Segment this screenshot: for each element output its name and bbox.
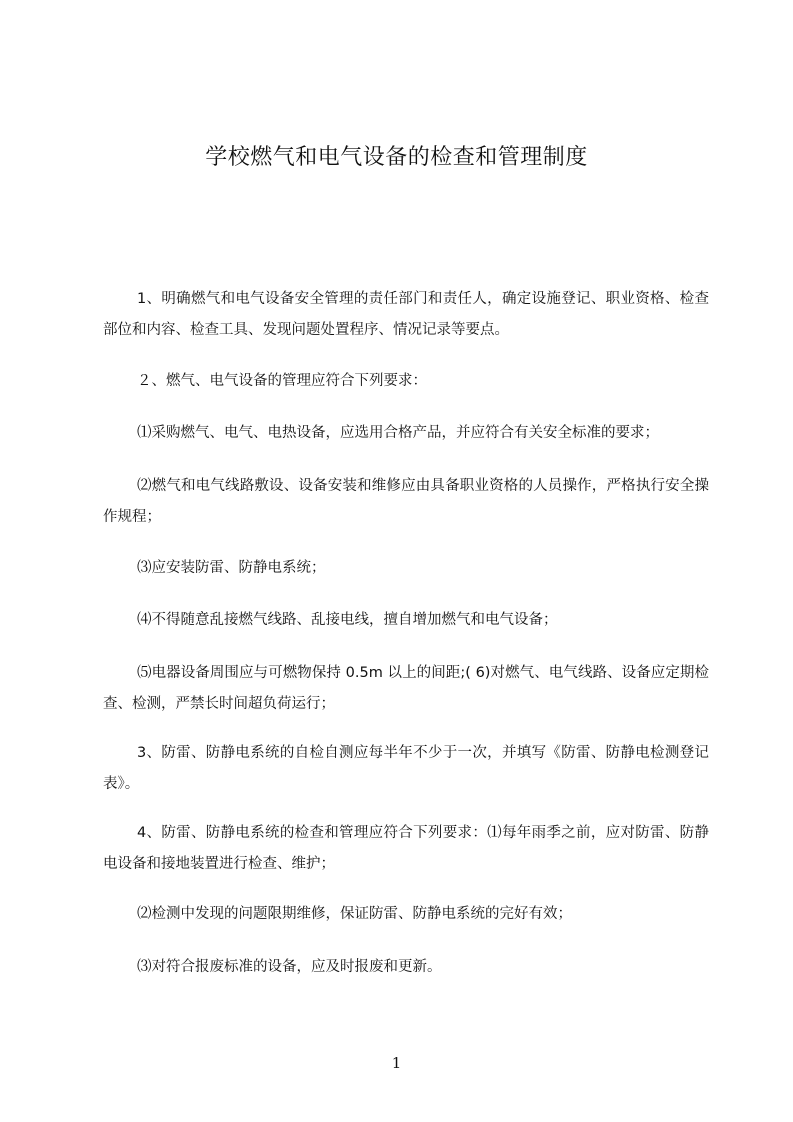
paragraph-4-item-2: ⑵检测中发现的问题限期维修，保证防雷、防静电系统的完好有效； bbox=[137, 906, 572, 922]
paragraph-2: ２、燃气、电气设备的管理应符合下列要求： bbox=[137, 373, 427, 389]
paragraph-1: 1、明确燃气和电气设备安全管理的责任部门和责任人，确定设施登记、职业资格、检查部位和内容、检查工具、发现问题处置程序、情况记录等要点。 bbox=[103, 291, 709, 338]
paragraph-4-item-3: ⑶对符合报废标准的设备，应及时报废和更新。 bbox=[137, 959, 442, 975]
document-title: 学校燃气和电气设备的检查和管理制度 bbox=[205, 145, 588, 170]
page-number: 1 bbox=[391, 1054, 402, 1072]
paragraph-3: 3、防雷、防静电系统的自检自测应每半年不少于一次，并填写《防雷、防静电检测登记表》。 bbox=[103, 745, 709, 792]
paragraph-2-item-3: ⑶应安装防雷、防静电系统； bbox=[137, 560, 326, 576]
paragraph-2-item-4: ⑷不得随意乱接燃气线路、乱接电线，擅自增加燃气和电气设备； bbox=[137, 612, 558, 628]
paragraph-2-item-1: ⑴采购燃气、电气、电热设备，应选用合格产品，并应符合有关安全标准的要求； bbox=[137, 425, 659, 441]
paragraph-4: 4、防雷、防静电系统的检查和管理应符合下列要求：⑴每年雨季之前，应对防雷、防静电设备和接地装置进行检查、维护； bbox=[103, 825, 709, 872]
paragraph-2-item-5: ⑸电器设备周围应与可燃物保持 0.5m 以上的间距;( 6)对燃气、电气线路、设备应定期检查、检测，严禁长时间超负荷运行； bbox=[103, 665, 709, 712]
paragraph-2-item-2: ⑵燃气和电气线路敷设、设备安装和维修应由具备职业资格的人员操作，严格执行安全操作规程； bbox=[103, 478, 709, 525]
